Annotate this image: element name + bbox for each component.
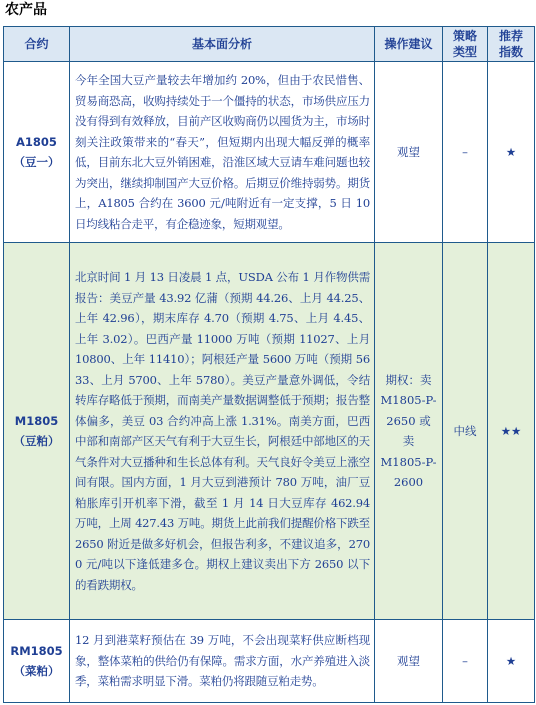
strategy-text: – — [443, 62, 488, 243]
header-analysis: 基本面分析 — [70, 27, 375, 62]
table-row — [4, 620, 535, 703]
analysis-text: 今年全国大豆产量较去年增加约 20%，但由于农民惜售、贸易商恐高，收购持续处于一个僵持的状态，市场供应压力没有得到有效释放，目前产区收购商仍以囤货为主，市场时刻关注政策带来的“春天”，但短期内出现大幅反弹的概率低，目前东北大豆外销困难，沿淮区域大豆请车难问题也较为突出，继续抑制国产大豆价格。后期豆价维持弱势。期货上，A1805 合约在 3600 元/吨附近有一定支撑，5 日 10 日均线粘合走平，有企稳迹象，短期观望。 — [70, 62, 375, 243]
header-advice: 操作建议 — [375, 27, 443, 62]
table-row — [4, 62, 535, 243]
analysis-text: 12 月到港菜籽预估在 39 万吨，不会出现菜籽供应断档现象，整体菜粕的供给仍有保障。需求方面，水产养殖进入淡季，菜粕需求明显下滑。菜粕仍将跟随豆粕走势。 — [70, 620, 375, 703]
contract-name: （菜粕） — [13, 664, 60, 678]
table-row — [4, 243, 535, 620]
agri-products-table — [3, 26, 535, 703]
rating-stars: ★ — [488, 62, 535, 243]
advice-line: 期权：卖 — [385, 372, 432, 387]
header-rating: 推荐指数 — [488, 27, 535, 62]
rating-stars: ★★ — [488, 243, 535, 620]
advice-line: M1805-P- — [380, 393, 437, 407]
header-strategy: 策略类型 — [443, 27, 488, 62]
advice-text: 观望 — [375, 62, 443, 243]
section-title: 农产品 — [5, 2, 47, 18]
contract-name: （豆一） — [13, 155, 60, 169]
advice-line: 2650 或 — [386, 413, 431, 428]
strategy-text: 中线 — [443, 243, 488, 620]
contract-code: M1805 — [14, 413, 59, 428]
contract-code: RM1805 — [10, 643, 63, 658]
strategy-text: – — [443, 620, 488, 703]
advice-line: 2600 — [393, 475, 424, 489]
header-contract: 合约 — [4, 27, 70, 62]
advice-line: 卖 — [402, 434, 415, 448]
advice-text: 观望 — [375, 620, 443, 703]
contract-cell — [4, 620, 70, 703]
contract-cell — [4, 243, 70, 620]
advice-line: M1805-P- — [380, 454, 437, 469]
advice-text — [375, 243, 443, 620]
rating-stars: ★ — [488, 620, 535, 703]
table-header-row — [4, 27, 535, 62]
contract-code: A1805 — [16, 134, 57, 149]
contract-name: （豆粕） — [13, 434, 60, 448]
contract-cell — [4, 62, 70, 243]
analysis-text: 北京时间 1 月 13 日凌晨 1 点，USDA 公布 1 月作物供需报告：美豆产量 43.92 亿蒲（预期 44.26、上月 44.25、上年 42.96），期末库存 4.70（预期 4.75、上月 4.45、上年 3.02）。巴西产量 11000 万吨（预期 11027、上月 10800、上年 11410）；阿根廷产量 5600 万吨（预期 5633、上月 5700、上年 5780）。美豆产量意外调低，令结转库存略低于预期，而南美产量数据调整低于预期；报告整体偏多，美豆 03 合约冲高上涨 1.31%。南美方面，巴西中部和南部产区天气有利于大豆生长，阿根廷中部地区的天气条件对大豆播种和生长总体有利。天气良好令美豆上涨空间有限。国内方面，1 月大豆到港预计 780 万吨，油厂豆粕胀库引开机率下滑，截至 1 月 14 日大豆库存 462.94 万吨，上周 427.43 万吨。期货上此前我们提醒价格下跌至 2650 附近是做多好机会，但报告利多，不建议追多，2700 元/吨以下逢低建多仓。期权上建议卖出下方 2650 以下的看跌期权。 — [70, 243, 375, 620]
